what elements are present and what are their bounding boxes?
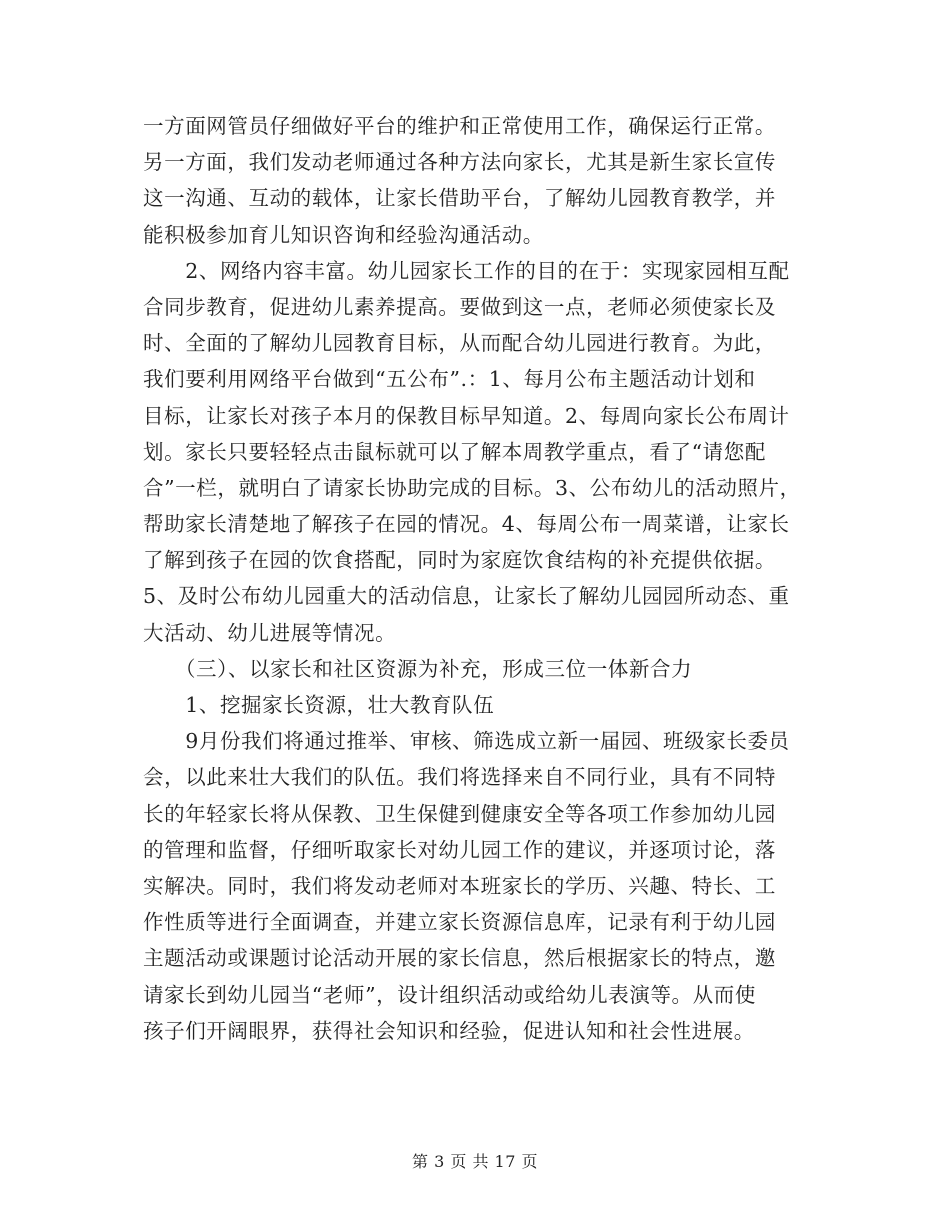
text-line: 请家长到幼儿园当“老师”，设计组织活动或给幼儿表演等。从而使: [143, 982, 756, 1007]
text-line: 另一方面，我们发动老师通过各种方法向家长，尤其是新生家长宣传: [143, 150, 776, 175]
text-line: 我们要利用网络平台做到“五公布”.：1、每月公布主题活动计划和: [143, 367, 756, 392]
text-line: 9月份我们将通过推举、审核、筛选成立新一届园、班级家长委员: [143, 729, 790, 754]
text-line: 作性质等进行全面调查，并建立家长资源信息库，记录有利于幼儿园: [143, 910, 776, 935]
text-line: 帮助家长清楚地了解孩子在园的情况。4、每周公布一周菜谱，让家长: [143, 512, 790, 537]
subsection-heading: 1、挖掘家长资源，壮大教育队伍: [143, 693, 495, 717]
text-line: 能积极参加育儿知识咨询和经验沟通活动。: [143, 222, 544, 247]
text-line: 目标，让家长对孩子本月的保教目标早知道。2、每周向家长公布周计: [143, 403, 790, 428]
text-line: 合同步教育，促进幼儿素养提高。要做到这一点，老师必须使家长及: [143, 294, 776, 319]
text-line: 5、及时公布幼儿园重大的活动信息，让家长了解幼儿园园所动态、重: [143, 584, 790, 609]
text-line: 实解决。同时，我们将发动老师对本班家长的学历、兴趣、特长、工: [143, 873, 776, 898]
text-line: 孩子们开阔眼界，获得社会知识和经验，促进认知和社会性进展。: [143, 1018, 755, 1043]
text-line: 划。家长只要轻轻点击鼠标就可以了解本周教学重点，看了“请您配: [143, 439, 766, 464]
text-line: 了解到孩子在园的饮食搭配，同时为家庭饮食结构的补充提供依据。: [143, 548, 776, 573]
text-line: 主题活动或课题讨论活动开展的家长信息，然后根据家长的特点，邀: [143, 946, 776, 971]
text-line: 这一沟通、互动的载体，让家长借助平台，了解幼儿园教育教学，并: [143, 186, 776, 211]
text-line: 2、网络内容丰富。幼儿园家长工作的目的在于：实现家园相互配: [143, 258, 790, 283]
text-line: 大活动、幼儿进展等情况。: [143, 620, 397, 645]
text-line: 长的年轻家长将从保教、卫生保健到健康安全等各项工作参加幼儿园: [143, 801, 776, 826]
text-line: 时、全面的了解幼儿园教育目标，从而配合幼儿园进行教育。为此，: [143, 331, 776, 356]
page-number-footer: 第 3 页 共 17 页: [412, 1152, 538, 1171]
text-line: 会，以此来壮大我们的队伍。我们将选择来自不同行业，具有不同特: [143, 765, 776, 790]
section-heading: （三）、以家长和社区资源为补充，形成三位一体新合力: [143, 656, 693, 681]
text-line: 一方面网管员仔细做好平台的维护和正常使用工作，确保运行正常。: [143, 114, 776, 138]
text-line: 合”一栏，就明白了请家长协助完成的目标。3、公布幼儿的活动照片，: [143, 475, 801, 500]
text-line: 的管理和监督，仔细听取家长对幼儿园工作的建议，并逐项讨论，落: [143, 837, 776, 862]
body-text: [143, 108, 843, 1049]
